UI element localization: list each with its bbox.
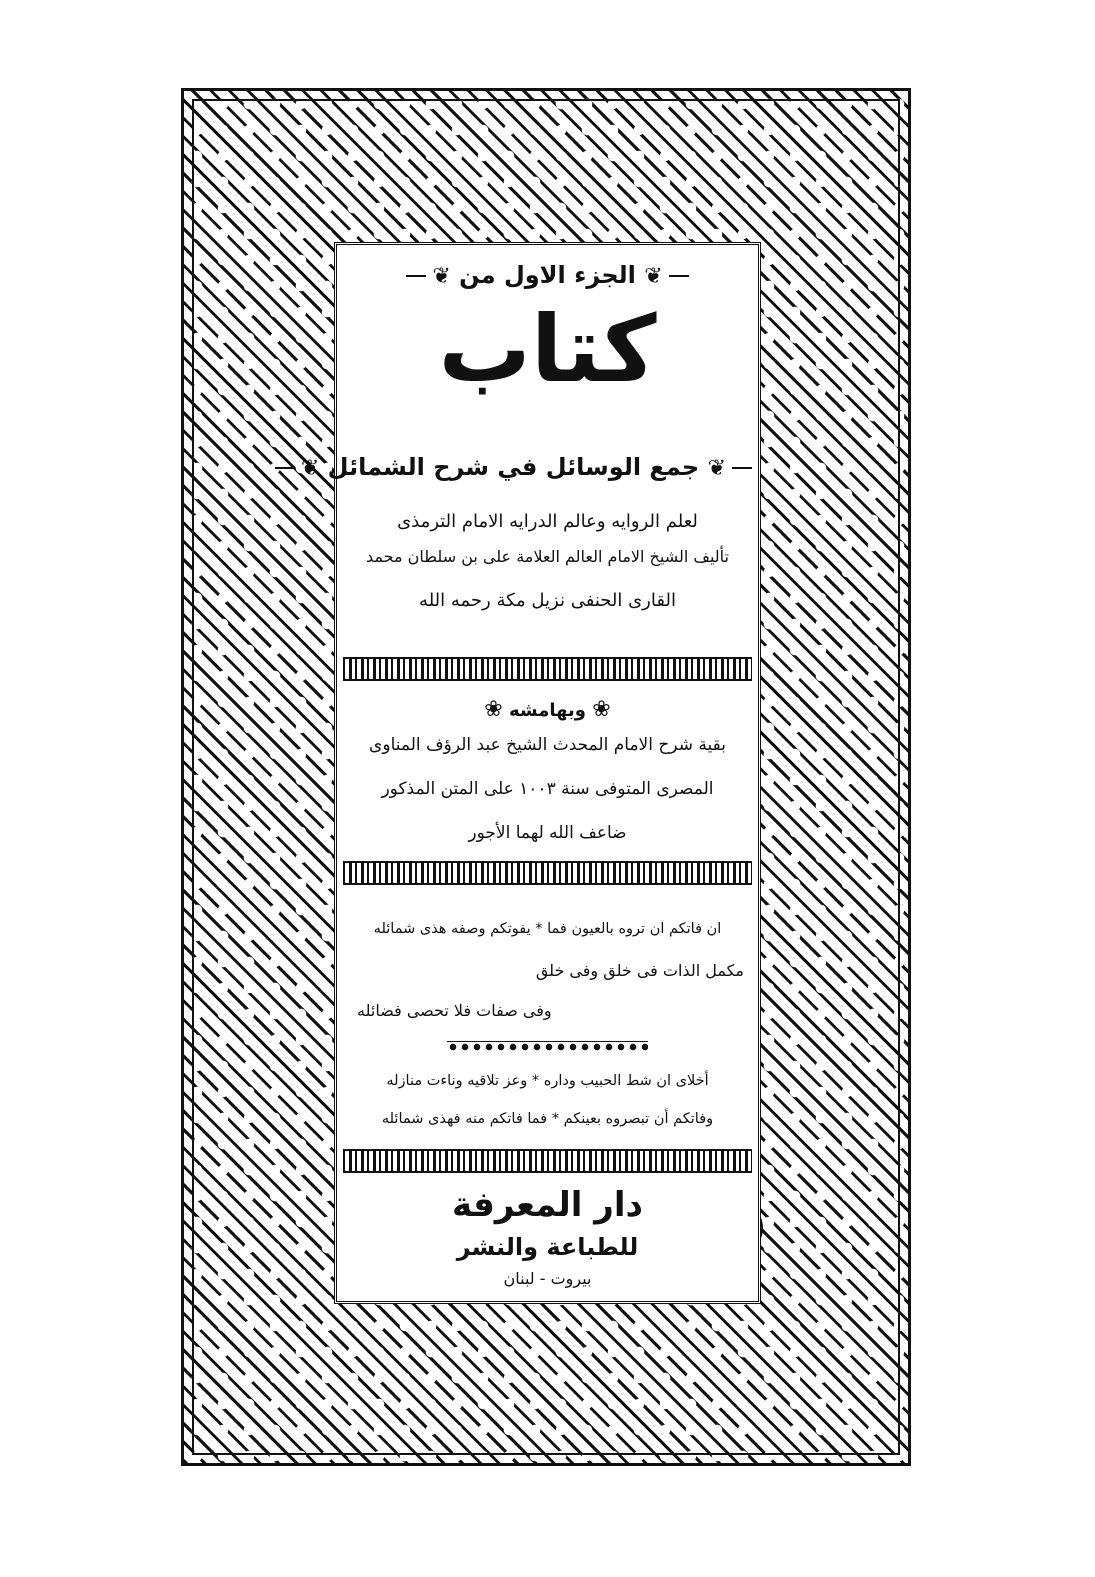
fleuron-icon: ❀ [592, 697, 611, 722]
ornament-icon: ❦ [432, 264, 451, 289]
for-line: لعلم الروايه وعالم الدرايه الامام الترمذى [397, 511, 698, 532]
verse-1-line-2: مكمل الذات فى خلق وفى خلق [535, 961, 744, 980]
author-line-2: القارى الحنفى نزيل مكة رحمه الله [419, 590, 676, 611]
book-title: جمع الوسائل في شرح الشمائل [327, 453, 700, 481]
part-line [337, 261, 758, 289]
divider-band-2 [343, 861, 752, 885]
margin-line-3: ضاعف الله لهما الأجور [468, 823, 627, 843]
title-line [300, 453, 758, 481]
book-word: كتاب [438, 296, 657, 403]
verse-2-line-1: أخلاى ان شط الحبيب وداره * وعز تلاقيه وناءت منازله [386, 1073, 709, 1089]
margin-heading: وبهامشه [509, 700, 586, 721]
verse-2-line-2: وفاتكم أن تبصروه بعينكم * فما فاتكم منه فهذى شمائله [381, 1111, 714, 1127]
ornament-icon: ❦ [644, 264, 663, 289]
ornament-icon: ❦ [300, 456, 320, 481]
fleuron-icon: ❀ [484, 697, 503, 722]
publisher-subtitle: للطباعة والنشر [456, 1233, 639, 1261]
author-line-1: تأليف الشيخ الامام العالم العلامة على بن سلطان محمد [366, 547, 729, 566]
ornament-icon: ❦ [707, 456, 726, 481]
verse-1-line-3: وفى صفات فلا تحصى فضائله [357, 1001, 552, 1020]
verse-1-line-1: ان فاتكم ان تروه بالعيون فما * يفوتكم وصفه هذى شمائله [373, 921, 722, 937]
title-panel [300, 242, 761, 1304]
publisher-place: بيروت - لبنان [503, 1269, 592, 1288]
margin-heading-line [337, 697, 758, 722]
divider-band-3 [343, 1149, 752, 1173]
publisher-name: دار المعرفة [452, 1185, 643, 1225]
part-text: الجزء الاول من [459, 261, 636, 289]
divider-band-1 [343, 657, 752, 681]
short-ornamental-rule [447, 1041, 648, 1052]
margin-line-1: بقية شرح الامام المحدث الشيخ عبد الرؤف المناوى [369, 735, 726, 755]
margin-line-2: المصرى المتوفى سنة ١٠٠٣ على المتن المذكور [381, 779, 714, 799]
